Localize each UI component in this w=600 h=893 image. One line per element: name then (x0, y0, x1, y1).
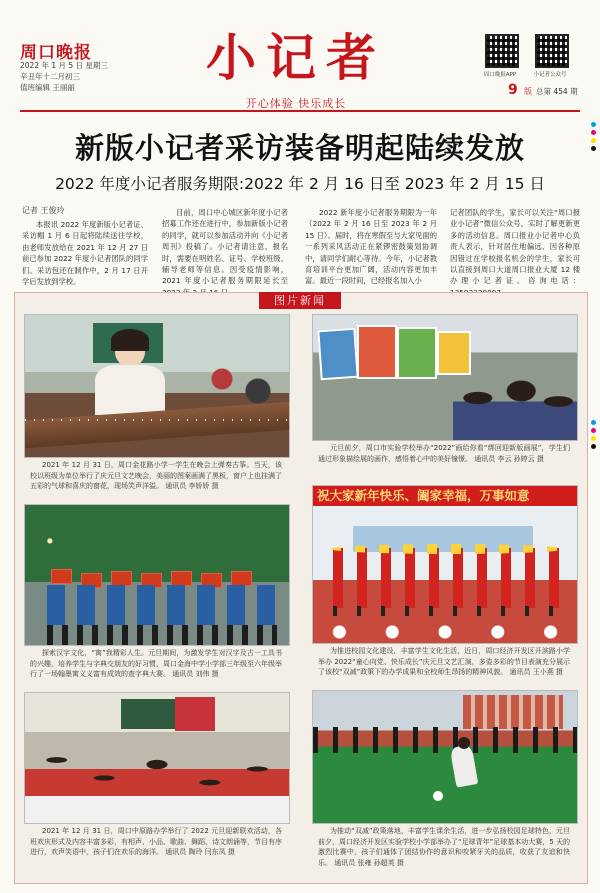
stage-banner: 祝大家新年快乐、阖家幸福，万事如意 (313, 486, 577, 506)
wechat-qr-code-icon (535, 34, 569, 68)
wechat-qr-caption: 小记者公众号 (533, 72, 567, 78)
newspaper-logo: 周口晚报 (20, 43, 92, 63)
app-qr-caption: 周口晚报APP (483, 72, 517, 78)
photo-painting-exhibition (312, 314, 578, 441)
article-column-2: 目前，周口中心城区新年度小记者招募工作还在进行中，参加新版小记者的同学，就可以参加活动并向《小记者周刊》投稿了。小记者请注意，报名时，需要在明姓名、证号、学校班级、辅导老师等信息。因受疫情影响，2021 年度小记者服务期限延长至 (162, 208, 288, 286)
photo-caption-6: 为推动“双减”政策落地，丰富学生课余生活，进一步弘扬校园足球特色，元旦前夕，周口经济开发区实验学校小学部举办了“足球青年”足球基本功大赛，5 天的激烈比赛中，孩子们通体了团结协作的意识和咬紧牙关的品质，收获了友谊和快乐。 通讯员 张雍 孙超英 摄 (318, 827, 570, 867)
headline: 新版小记者采访装备明起陆续发放 (74, 131, 525, 165)
issue-number: 总第 454 期 (536, 87, 578, 96)
app-qr-code-icon (485, 34, 519, 68)
article-column-3: 2022 新年度小记者服务期限为一年（2022 年 2 月 16 日至 2023 年 2 月 15 日）。届时，将在寒假至与大家见面的一系列采风活动正在紧锣密鼓策划协调中，请同学们耐心等待。今年，小记者教育培训平台更加广阔，活动内容更加丰富。最近一段时间，已经报名加入小 (305, 208, 438, 286)
photo-caption-5: 2021 年 12 月 31 日，周口中原路办学举行了 2022 元旦迎新联欢活动，各班欢庆形式及内容丰富多彩，有相声、小品、歌曲、舞蹈、诗文朗诵等，节目有序进行，欢声笑语中，孩子们在欢乐的海洋。 通讯员 陶玲 闫东凤 摄 (30, 827, 282, 856)
date-line: 2022 年 1 月 5 日 星期三 (20, 61, 108, 70)
page-unit: 版 (524, 87, 532, 96)
lunar-date-line: 辛丑年十二月初三 (20, 72, 80, 81)
section-title: 小记者 (206, 28, 386, 87)
photo-caption-2: 元旦前夕，周口市实验学校举办“2022”画给你看“绑回迎新版画展”，学生们通过形象描绘展的画作，感悟着心中的美好憧憬。 通讯员 李云 孙婷云 摄 (318, 444, 570, 463)
photo-caption-4: 为推进校园文化建设，丰富学生文化生活，近日，周口经济开发区开滨路小学举办 2022“童心向党、快乐成长”庆元旦文艺汇演，多姿多彩的节目表演充分展示了该校“双减”政策下的办学成果和全校师生昂扬的精神风貌。 通讯员 王小燕 摄 (318, 647, 570, 676)
photo-caption-1: 2021 年 12 月 31 日，周口金花路小学一学生在晚会上弹奏古筝。当天，该校以班级为单位举行了庆元旦文艺晚会，美丽的图案画满了黑板，窗户上也挂满了五彩的气球和喜庆的窗花，现场笑声洋溢。 通讯员 李娇娇 摄 (30, 461, 282, 490)
masthead-rule (20, 110, 580, 112)
subheadline: 2022 年度小记者服务期限:2022 年 2 月 16 日至 2023 年 2 月 15 日 (55, 175, 545, 193)
photo-new-year-performance (312, 485, 578, 644)
article-column-4: 记者团队的学生，家长可以关注“周口报业小记者”微信公众号，实时了解更新更多的活动信息。周口报业小记者中心负责人表示，针对居住地偏远、因各种原因错过在学校报名机会的学生，家长可以直接到周口大道周口报业大厦 12 楼办理小记者证。咨询电话： (450, 208, 580, 286)
section-slogan: 开心体验 快乐成长 (245, 97, 347, 110)
article-column-1: 本报讯 2022 年度新版小记者证、采访帽 1 月 6 日起将陆续送往学校，由老师发放给在 2021 年 12 月 27 日前已参加 2022 年度小记者团队的同学们。采访包还在制作中，2 月 17 日开学后发放到学校。 (22, 220, 148, 287)
editor-line: 值班编辑 王丽丽 (20, 83, 75, 92)
photo-caption-3: 探索汉字文化，“寓”我精彩人生。元旦期间，为激发学生对汉字及古一工具书的兴趣，培养学生与字典交朋友的好习惯，周口金海中学小学部三年级至六年级举行了一场翰墨寓义义富有成效的查字典大赛。 通讯员 刘伟 摄 (30, 649, 282, 678)
photo-news-title: 图片新闻 (259, 292, 341, 309)
byline: 记者 王俊玲 (22, 206, 65, 215)
photo-dictionary-contest: . (24, 504, 290, 646)
photo-guzheng-performance (24, 314, 290, 458)
page-number: 9 (508, 82, 518, 98)
photo-classroom-party (24, 692, 290, 824)
photo-football-contest (312, 690, 578, 824)
